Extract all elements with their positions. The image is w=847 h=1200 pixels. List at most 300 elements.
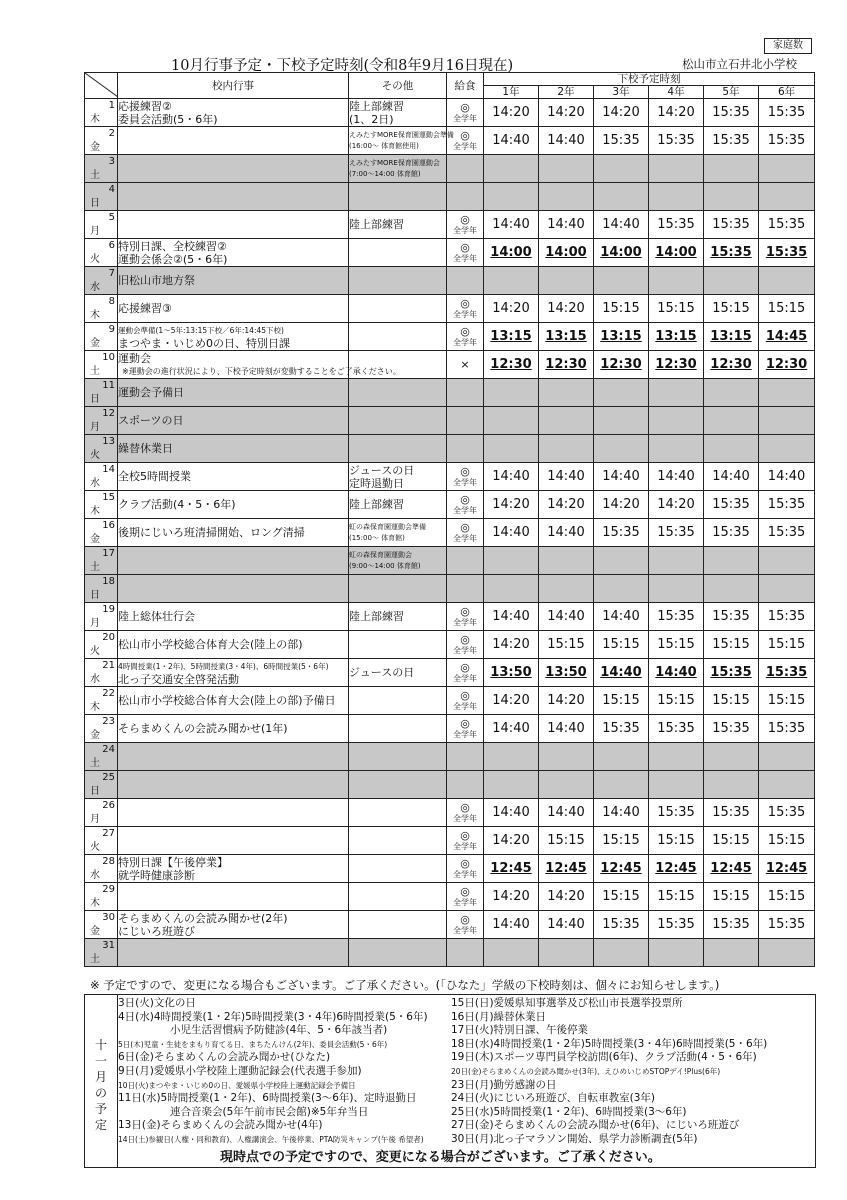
other-cell [349,519,447,547]
other-line: ジュースの日 [349,666,415,679]
school-event-cell [118,883,349,911]
dismissal-time-cell: 14:40 [484,715,539,743]
meal-cell [447,155,484,183]
november-item: 16日(月)繰替休業日 [451,1010,547,1023]
date-cell [85,127,118,155]
dismissal-time-cell [704,939,759,967]
weekday: 木 [90,898,100,909]
table-row [85,155,815,183]
meal-mark: ◎ [460,324,470,338]
dismissal-time-cell [539,379,594,407]
meal-cell [447,743,484,771]
dismissal-time-cell [539,267,594,295]
date-cell [85,631,118,659]
school-event-line: 松山市小学校総合体育大会(陸上の部)予備日 [118,694,336,707]
weekday: 火 [90,254,100,265]
dismissal-time-cell: 15:15 [594,295,649,323]
dismissal-time-cell: 15:35 [704,715,759,743]
dismissal-time-cell [759,771,815,799]
dismissal-time-cell [594,575,649,603]
weekday: 日 [90,394,100,405]
day-number: 29 [102,884,115,895]
meal-cell [447,799,484,827]
table-row [85,939,815,967]
dismissal-time-cell: 15:35 [594,519,649,547]
weekday: 日 [90,786,100,797]
date-cell [85,659,118,687]
dismissal-time-cell: 15:35 [649,715,704,743]
weekday: 火 [90,842,100,853]
meal-cell [447,239,484,267]
school-event-cell [118,743,349,771]
meal-cell [447,547,484,575]
meal-mark: ◎ [460,296,470,310]
corner-diagonal [85,73,118,97]
other-cell [349,407,447,435]
dismissal-time-cell [649,435,704,463]
dismissal-time-cell: 14:40 [539,211,594,239]
weekday: 木 [90,506,100,517]
meal-cell [447,575,484,603]
dismissal-time-cell [704,435,759,463]
dismissal-time-cell: 15:15 [759,295,815,323]
dismissal-time-cell: 15:35 [704,239,759,267]
november-item: 連合音楽会(5年午前市民会館)※5年弁当日 [170,1105,369,1118]
dismissal-time-cell [649,267,704,295]
other-line: (1、2日) [349,112,394,126]
weekday: 土 [90,170,100,181]
dismissal-time-cell: 14:40 [594,799,649,827]
meal-cell [447,715,484,743]
school-event-cell [118,715,349,743]
date-cell [85,99,118,127]
dismissal-time-cell: 14:20 [484,491,539,519]
dismissal-time-cell [649,183,704,211]
meal-mark: ◎ [460,800,470,814]
bottom-note: 現時点での予定ですので、変更になる場合がございます。ご了承ください。 [220,1150,661,1165]
weekday: 金 [90,338,100,349]
dismissal-time-cell [539,407,594,435]
other-line: ジュースの日 [349,463,415,477]
dismissal-time-cell: 14:20 [484,687,539,715]
dismissal-time-cell: 15:35 [759,603,815,631]
dismissal-time-cell: 15:35 [704,519,759,547]
meal-scope: 全学年 [453,477,477,487]
school-event-line: 運動会準備(1～5年:13:15下校／6年:14:45下校) [118,325,284,335]
date-cell [85,827,118,855]
weekday: 土 [90,366,100,377]
dismissal-time-cell: 14:20 [539,883,594,911]
dismissal-time-cell [484,771,539,799]
other-cell [349,239,447,267]
other-cell [349,659,447,687]
dismissal-time-cell: 12:45 [759,855,815,883]
dismissal-time-cell [594,939,649,967]
dismissal-time-cell [649,575,704,603]
weekday: 月 [90,618,100,629]
day-number: 30 [102,912,115,923]
meal-cell [447,99,484,127]
dismissal-time-cell [539,939,594,967]
date-cell [85,799,118,827]
weekday: 金 [90,926,100,937]
dismissal-time-cell: 15:35 [704,911,759,939]
november-item: 小児生活習慣病予防健診(4年、5・6年該当者) [170,1024,388,1037]
dismissal-time-cell [704,743,759,771]
dismissal-time-cell [539,155,594,183]
dismissal-time-cell [704,407,759,435]
meal-cell [447,407,484,435]
day-number: 1 [108,100,115,111]
table-row [85,631,815,659]
dismissal-time-cell: 15:35 [704,659,759,687]
dismissal-time-cell: 14:40 [649,463,704,491]
meal-mark: ◎ [460,128,470,142]
date-cell [85,575,118,603]
dismissal-time-cell: 15:35 [649,519,704,547]
grade-header-6: 6年 [759,86,815,99]
header-school-events: 校内行事 [118,73,349,99]
grade-header-1: 1年 [484,86,539,99]
dismissal-time-cell: 14:20 [649,491,704,519]
dismissal-time-cell [594,743,649,771]
meal-cell [447,491,484,519]
meal-mark: ◎ [460,688,470,702]
grade-header-4: 4年 [649,86,704,99]
other-line: 虹の森保育園運動会準備 [349,522,426,531]
dismissal-time-cell: 14:40 [484,127,539,155]
dismissal-time-cell [649,743,704,771]
school-event-cell [118,939,349,967]
dismissal-time-cell: 15:15 [649,295,704,323]
date-cell [85,267,118,295]
date-cell [85,183,118,211]
day-number: 17 [102,548,115,559]
day-number: 20 [102,632,115,643]
meal-scope: 全学年 [453,729,477,739]
school-name: 松山市立石井北小学校 [682,57,797,71]
school-event-line: 全校5時間授業 [118,470,191,483]
other-cell [349,211,447,239]
dismissal-time-cell: 15:15 [704,687,759,715]
dismissal-time-cell: 14:20 [484,99,539,127]
dismissal-time-cell [704,379,759,407]
school-event-cell [118,547,349,575]
school-event-cell [118,183,349,211]
other-line: (9:00～14:00 体育館) [349,561,421,570]
meal-mark: ◎ [460,828,470,842]
date-cell [85,323,118,351]
school-event-cell [118,155,349,183]
date-cell [85,519,118,547]
school-event-line: そらまめくんの会読み聞かせ(2年) [118,911,288,925]
table-row [85,547,815,575]
weekday: 火 [90,450,100,461]
day-number: 14 [102,464,115,475]
dismissal-time-cell: 15:35 [759,491,815,519]
school-event-line: 後期にじいろ班清掃開始、ロング清掃 [118,526,305,539]
school-event-line: 就学時健康診断 [118,868,195,882]
day-number: 5 [108,212,115,223]
meal-cell [447,379,484,407]
school-event-cell [118,827,349,855]
page-title: 10月行事予定・下校予定時刻(令和8年9月16日現在) [171,58,514,74]
dismissal-time-cell: 15:35 [649,127,704,155]
copy-count-badge: 家庭数 [764,38,812,54]
dismissal-time-cell: 14:00 [594,239,649,267]
dismissal-time-cell [539,743,594,771]
dismissal-time-cell [594,183,649,211]
date-cell [85,211,118,239]
other-line: 陸上部練習 [349,610,404,623]
day-number: 24 [102,744,115,755]
dismissal-time-cell: 15:35 [649,799,704,827]
meal-mark: ◎ [460,212,470,226]
other-line: 虹の森保育園運動会 [349,550,412,559]
dismissal-time-cell: 14:40 [484,211,539,239]
november-item: 24日(火)にじいろ班遊び、自転車教室(3年) [451,1092,656,1105]
meal-cell [447,603,484,631]
dismissal-time-cell: 14:20 [484,631,539,659]
dismissal-time-cell: 12:30 [704,351,759,379]
other-cell [349,463,447,491]
day-number: 6 [108,240,115,251]
november-item: 11日(水)5時間授業(1・2年)、6時間授業(3～6年)、定時退勤日 [118,1092,417,1105]
other-line: (15:00～ 体育館) [349,533,405,542]
dismissal-time-cell: 14:40 [539,603,594,631]
dismissal-time-cell: 15:15 [594,827,649,855]
school-event-cell [118,295,349,323]
meal-cell [447,183,484,211]
weekday: 金 [90,534,100,545]
date-cell [85,351,118,379]
school-event-line: 松山市小学校総合体育大会(陸上の部) [118,638,303,651]
day-number: 19 [102,604,115,615]
school-event-cell [118,771,349,799]
dismissal-time-cell: 14:40 [539,799,594,827]
school-event-cell [118,855,349,883]
dismissal-time-cell: 13:15 [704,323,759,351]
dismissal-time-cell: 14:40 [484,463,539,491]
dismissal-time-cell: 14:20 [539,295,594,323]
table-row [85,911,815,939]
school-event-line: 陸上総体壮行会 [118,610,195,623]
dismissal-time-cell: 14:40 [759,463,815,491]
meal-mark: ◎ [460,464,470,478]
date-cell [85,743,118,771]
day-number: 15 [102,492,115,503]
meal-scope: 全学年 [453,253,477,263]
table-row [85,407,815,435]
other-cell [349,687,447,715]
dismissal-time-cell [759,183,815,211]
november-item: 20日(金)そらまめくんの会読み聞かせ(3年)、えひめいじめSTOPデイ!Plus(6年) [451,1066,721,1076]
table-row [85,827,815,855]
dismissal-time-cell: 13:15 [539,323,594,351]
school-event-line: にじいろ班遊び [118,924,195,938]
dismissal-time-cell [484,183,539,211]
meal-cell [447,631,484,659]
dismissal-time-cell: 13:15 [594,323,649,351]
table-row [85,99,815,127]
november-item: 13日(金)そらまめくんの会読み聞かせ(4年) [118,1119,323,1132]
dismissal-time-cell [484,379,539,407]
table-row [85,379,815,407]
dismissal-time-cell: 13:15 [649,323,704,351]
dismissal-time-cell [539,771,594,799]
day-number: 16 [102,520,115,531]
dismissal-time-cell: 15:35 [759,715,815,743]
dismissal-time-cell [759,267,815,295]
dismissal-time-cell: 14:40 [649,659,704,687]
dismissal-time-cell: 14:40 [484,911,539,939]
date-cell [85,855,118,883]
other-cell [349,771,447,799]
dismissal-time-cell: 15:35 [594,911,649,939]
date-cell [85,491,118,519]
dismissal-time-cell: 14:40 [484,519,539,547]
dismissal-time-cell: 15:15 [704,827,759,855]
table-row [85,323,815,351]
dismissal-time-cell [539,547,594,575]
november-item: 4日(水)4時間授業(1・2年)5時間授業(3・4年)6時間授業(5・6年) [118,1010,428,1023]
other-line: 陸上部練習 [349,218,404,231]
school-event-line: 北っ子交通安全啓発活動 [118,672,239,686]
dismissal-time-cell: 15:35 [759,99,815,127]
table-row [85,715,815,743]
school-event-line: 運動会係会②(5・6年) [118,252,228,266]
school-event-cell [118,379,349,407]
other-line: 陸上部練習 [349,498,404,511]
dismissal-time-cell: 15:15 [649,883,704,911]
table-row [85,491,815,519]
dismissal-time-cell [539,183,594,211]
dismissal-time-cell [539,575,594,603]
dismissal-time-cell: 15:35 [759,239,815,267]
other-cell [349,883,447,911]
day-number: 9 [108,324,115,335]
dismissal-time-cell: 13:15 [484,323,539,351]
school-event-line: 繰替休業日 [118,442,173,455]
table-row [85,519,815,547]
meal-mark: ◎ [460,100,470,114]
dismissal-time-cell [704,267,759,295]
date-cell [85,407,118,435]
dismissal-time-cell: 15:15 [649,827,704,855]
day-number: 28 [102,856,115,867]
dismissal-time-cell: 12:30 [539,351,594,379]
dismissal-time-cell [759,407,815,435]
weekday: 土 [90,758,100,769]
november-item: 17日(火)特別日課、午後停業 [451,1024,589,1037]
dismissal-time-cell [484,743,539,771]
day-number: 31 [102,940,115,951]
dismissal-time-cell [484,435,539,463]
dismissal-time-cell [704,547,759,575]
school-event-cell [118,435,349,463]
footnote: ※ 予定ですので、変更になる場合もございます。ご了承ください。(「ひなた」学級の下校時刻は、個々にお知らせします。) [90,978,720,992]
dismissal-time-cell [649,407,704,435]
november-right-column [451,997,811,1147]
meal-cell [447,659,484,687]
meal-mark: ◎ [460,912,470,926]
school-event-line: 運動会 [118,351,151,365]
school-event-cell [118,267,349,295]
dismissal-time-cell: 15:35 [594,715,649,743]
table-row [85,295,815,323]
other-cell [349,99,447,127]
dismissal-time-cell [704,155,759,183]
november-item: 14日(土)参観日(人権・同和教育)、人権講演会、午後停業、PTA防災キャンプ(午後 希望者) [118,1134,424,1144]
meal-scope: 全学年 [453,533,477,543]
table-row [85,855,815,883]
date-cell [85,435,118,463]
dismissal-time-cell: 15:35 [594,127,649,155]
dismissal-time-cell [484,267,539,295]
other-cell [349,855,447,883]
november-item: 19日(木)スポーツ専門員学校訪問(6年)、クラブ活動(4・5・6年) [451,1051,757,1064]
dismissal-time-cell: 15:15 [704,631,759,659]
table-row [85,351,815,379]
school-event-line: 特別日課、全校練習② [118,239,227,253]
dismissal-time-cell: 14:20 [539,687,594,715]
weekday: 水 [90,478,100,489]
other-line: (7:00～14:00 体育館) [349,169,421,178]
dismissal-time-cell: 14:40 [484,799,539,827]
weekday: 木 [90,114,100,125]
table-row [85,743,815,771]
weekday: 木 [90,310,100,321]
date-cell [85,155,118,183]
november-item: 23日(月)勤労感謝の日 [451,1078,557,1091]
dismissal-time-cell: 12:30 [759,351,815,379]
schedule-table [84,72,815,967]
table-row [85,687,815,715]
weekday: 土 [90,954,100,965]
meal-scope: 全学年 [453,141,477,151]
dismissal-time-cell: 15:35 [649,211,704,239]
dismissal-time-cell: 14:20 [539,99,594,127]
table-row [85,883,815,911]
dismissal-time-cell: 12:45 [484,855,539,883]
other-cell [349,631,447,659]
table-row [85,771,815,799]
weekday: 月 [90,226,100,237]
date-cell [85,379,118,407]
other-cell [349,183,447,211]
meal-cell [447,855,484,883]
dismissal-time-cell: 15:15 [594,631,649,659]
dismissal-time-cell: 14:40 [594,211,649,239]
date-cell [85,771,118,799]
school-event-cell [118,799,349,827]
school-event-cell [118,911,349,939]
dismissal-time-cell: 15:35 [704,99,759,127]
meal-mark: ◎ [460,716,470,730]
date-cell [85,603,118,631]
weekday: 火 [90,646,100,657]
other-cell [349,491,447,519]
meal-cell [447,519,484,547]
dismissal-time-cell: 15:15 [594,687,649,715]
dismissal-time-cell [649,771,704,799]
date-cell [85,939,118,967]
dismissal-time-cell [759,743,815,771]
dismissal-time-cell: 15:35 [649,603,704,631]
dismissal-time-cell [759,547,815,575]
other-line: えみたすMORE保育園運動会準備 [349,130,454,139]
meal-mark: ◎ [460,632,470,646]
